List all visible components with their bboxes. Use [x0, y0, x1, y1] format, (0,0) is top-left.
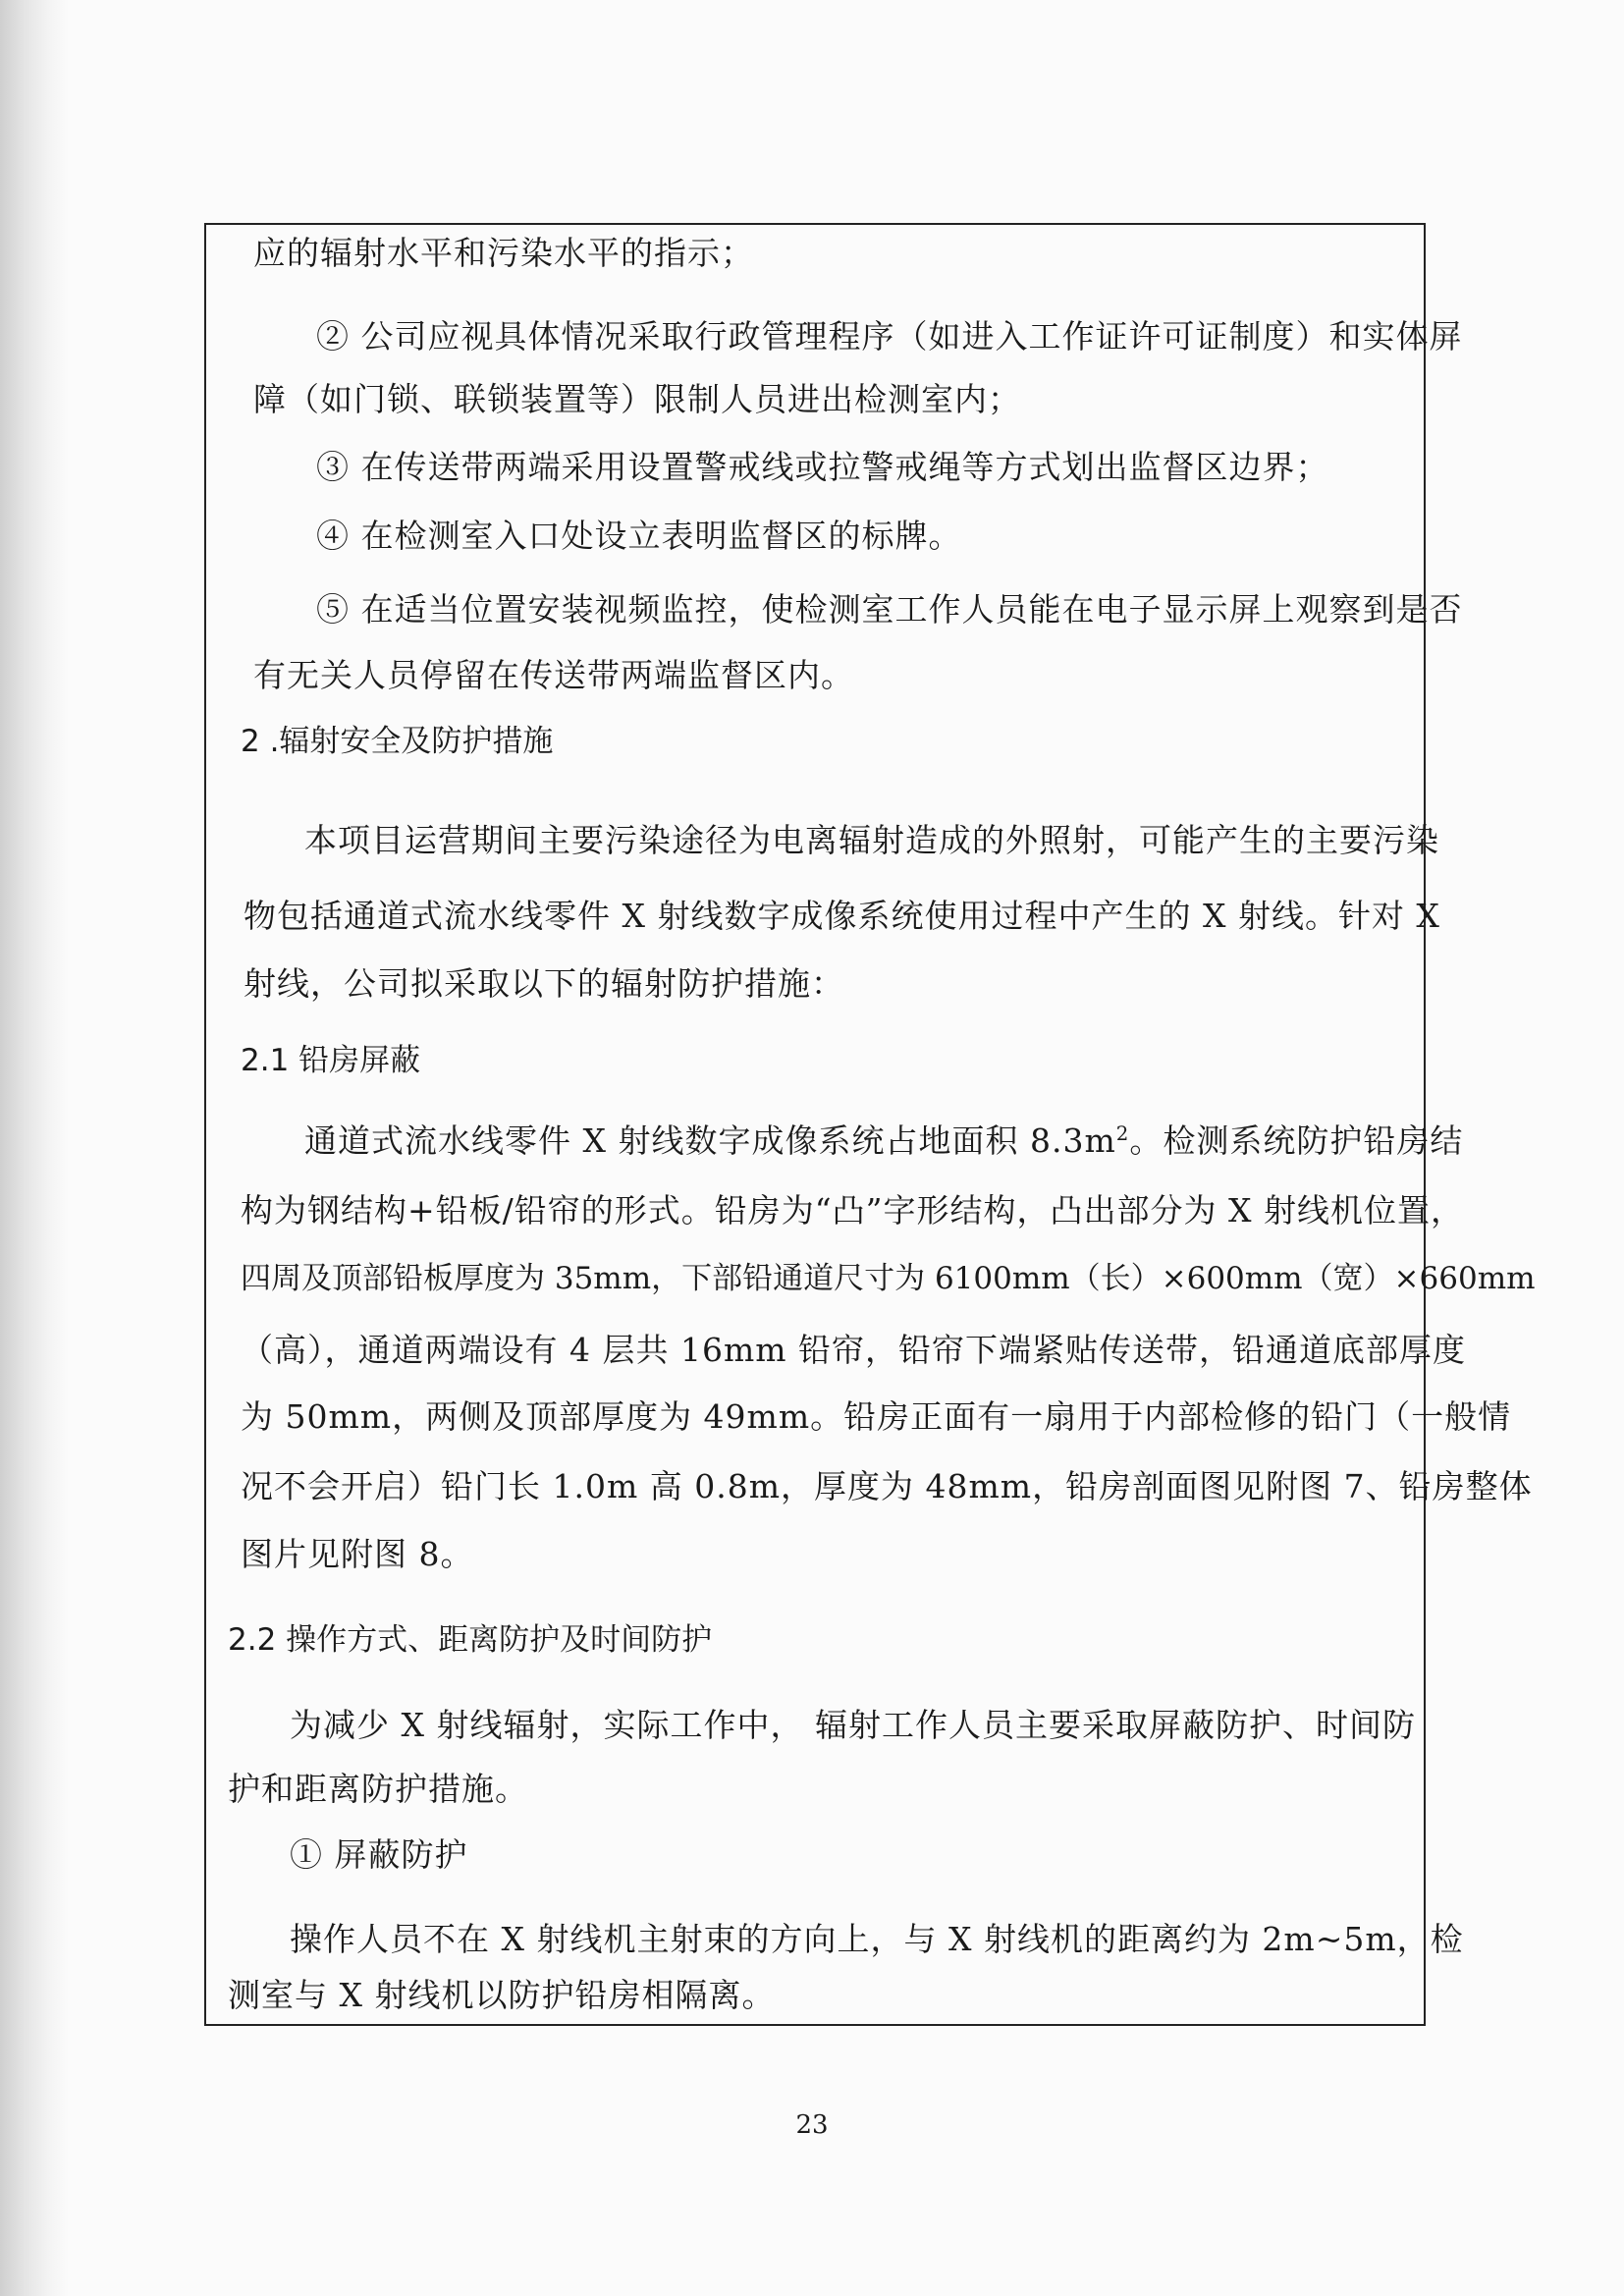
section-2-2-line: 操作人员不在 X 射线机主射束的方向上，与 X 射线机的距离约为 2m~5m，检	[290, 1920, 1464, 1958]
section-2-para-line: 本项目运营期间主要污染途径为电离辐射造成的外照射，可能产生的主要污染	[304, 821, 1439, 859]
section-2-1-heading: 2.1 铅房屏蔽	[241, 1043, 421, 1078]
section-2-1-line: 图片见附图 8。	[241, 1535, 474, 1573]
list-item-3: ③ 在传送带两端采用设置警戒线或拉警戒绳等方式划出监督区边界；	[316, 448, 1329, 486]
section-2-1-line-1-pre: 通道式流水线零件 X 射线数字成像系统占地面积 8.3m	[304, 1121, 1116, 1160]
section-2-1-line: 构为钢结构+铅板/铅帘的形式。铅房为“凸”字形结构，凸出部分为 X 射线机位置，	[241, 1191, 1464, 1230]
list-item-4: ④ 在检测室入口处设立表明监督区的标牌。	[316, 517, 962, 555]
section-2-heading: 2 .辐射安全及防护措施	[241, 724, 554, 759]
shielding-protection-item: ① 屏蔽防护	[290, 1835, 468, 1874]
section-2-1-line: （高），通道两端设有 4 层共 16mm 铅帘，铅帘下端紧贴传送带，铅通道底部厚度	[241, 1331, 1467, 1369]
section-2-1-line-1	[304, 1121, 1464, 1161]
section-2-para-line: 射线，公司拟采取以下的辐射防护措施：	[244, 964, 844, 1003]
page-number: 23	[795, 2110, 829, 2140]
list-item-2: ② 公司应视具体情况采取行政管理程序（如进入工作证许可证制度）和实体屏	[316, 317, 1463, 355]
section-2-1-line: 为 50mm，两侧及顶部厚度为 49mm。铅房正面有一扇用于内部检修的铅门（一般情	[241, 1397, 1512, 1436]
section-2-2-heading: 2.2 操作方式、距离防护及时间防护	[228, 1622, 713, 1658]
section-2-para-line: 物包括通道式流水线零件 X 射线数字成像系统使用过程中产生的 X 射线。针对 X	[244, 897, 1440, 935]
section-2-1-line-1-post: 。检测系统防护铅房结	[1129, 1121, 1464, 1160]
scan-shadow	[0, 0, 69, 2296]
list-item-5: ⑤ 在适当位置安装视频监控，使检测室工作人员能在电子显示屏上观察到是否	[316, 590, 1463, 629]
squared-superscript: 2	[1115, 1122, 1130, 1145]
section-2-2-line: 护和距离防护措施。	[228, 1770, 528, 1808]
section-2-2-line: 为减少 X 射线辐射，实际工作中， 辐射工作人员主要采取屏蔽防护、时间防	[290, 1706, 1416, 1744]
list-item-5-cont: 有无关人员停留在传送带两端监督区内。	[253, 656, 854, 694]
section-2-1-line: 况不会开启）铅门长 1.0m 高 0.8m，厚度为 48mm，铅房剖面图见附图 7、铅房整体	[241, 1467, 1533, 1505]
list-item-2-cont: 障（如门锁、联锁装置等）限制人员进出检测室内；	[253, 380, 1021, 418]
section-2-2-line: 测室与 X 射线机以防护铅房相隔离。	[228, 1976, 776, 2014]
section-2-1-line: 四周及顶部铅板厚度为 35mm，下部铅通道尺寸为 6100mm（长）×600mm（宽）×660mm	[241, 1261, 1536, 1296]
list-continuation: 应的辐射水平和污染水平的指示；	[253, 234, 754, 272]
